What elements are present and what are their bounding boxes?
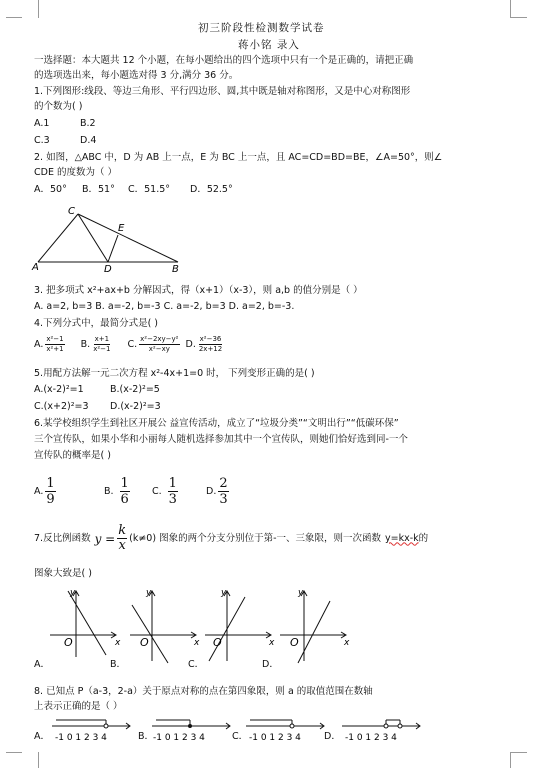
q7-graph-b xyxy=(128,585,203,665)
option-label: D. xyxy=(206,485,217,497)
q3-text: 3. 把多项式 x²+ax+b 分解因式，得（x+1）（x-3），则 a,b 的值分别是（ ） xyxy=(34,285,363,296)
numerator: x²−2xy−y² xyxy=(140,335,179,343)
q8-option-b: B． xyxy=(138,731,155,742)
origin-label: O xyxy=(290,636,299,649)
q2-option-d: D．52.5° xyxy=(190,184,233,195)
option-label: A. xyxy=(34,485,44,497)
q7-y-eq: y = xyxy=(94,531,116,546)
q2-text: 2. 如图，△ABC 中，D 为 AB 上一点，E 为 BC 上一点，且 AC=CD=BD=BE，∠A=50°，则∠ xyxy=(34,152,443,163)
y-axis-label: y xyxy=(70,588,76,598)
q7-pre: 7.反比例函数 xyxy=(34,532,91,544)
open-point xyxy=(290,724,294,728)
numerator: x+1 xyxy=(94,335,110,343)
section-intro-line: 一选择题：本大题共 12 个小题，在每小题给出的四个选项中只有一个是正确的，请把正确 xyxy=(34,55,414,66)
tick-labels: -1 0 1 2 3 4 xyxy=(249,733,301,743)
open-point xyxy=(104,724,108,728)
denominator: x²−1 xyxy=(93,345,111,353)
q1-option-b: B.2 xyxy=(80,118,96,129)
q2-option-a: A．50° xyxy=(34,184,67,195)
q7-text: 图象大致是( ) xyxy=(34,568,92,579)
numerator: 1 xyxy=(46,476,55,491)
q7-option-d: D． xyxy=(262,659,279,670)
q7-option-b: B． xyxy=(110,659,127,670)
q2-text: CDE 的度数为（ ） xyxy=(34,167,117,178)
q5-option-d: D.(x-2)²=3 xyxy=(110,401,161,412)
q1-text: 的个数为( ) xyxy=(34,101,83,112)
q7-tail: 的 xyxy=(418,532,429,544)
denominator: 3 xyxy=(168,492,177,507)
q5-option-b: B.(x-2)²=5 xyxy=(110,384,160,395)
x-axis-label: x xyxy=(115,638,121,648)
section-intro-line: 的选项选出来，每小题选对得 3 分,满分 36 分。 xyxy=(34,70,239,81)
q6-option-b xyxy=(104,476,132,507)
q4-options xyxy=(34,335,225,354)
q5-option-c: C.(x+2)²=3 xyxy=(34,401,89,412)
q7-fraction xyxy=(117,524,127,553)
q6-option-d-fraction xyxy=(218,476,228,507)
q6-option-b-fraction xyxy=(120,476,130,507)
open-point xyxy=(398,724,402,728)
q6-option-a xyxy=(34,476,58,507)
q4-option-b-fraction xyxy=(92,335,111,354)
q2-option-c: C．51.5° xyxy=(128,184,171,195)
triangle-figure xyxy=(30,202,190,274)
crop-mark xyxy=(22,0,39,18)
denominator: 6 xyxy=(120,492,129,507)
crop-mark xyxy=(510,0,527,18)
q6-option-a-fraction xyxy=(45,476,55,507)
tick-labels: -1 0 1 2 3 4 xyxy=(55,733,107,743)
q7-option-c: C． xyxy=(188,659,205,670)
q5-option-a: A.(x-2)²=1 xyxy=(34,384,84,395)
q7-wavy-expression: y=kx-k xyxy=(385,532,419,544)
q4-option-a-fraction xyxy=(45,335,64,354)
open-point xyxy=(384,724,388,728)
vertex-label: C xyxy=(68,206,75,217)
origin-label: O xyxy=(64,636,73,649)
page-title: 初三阶段性检测数学试卷 xyxy=(198,22,325,34)
q4-option-a-label: A. xyxy=(34,338,44,350)
q7-text xyxy=(34,524,428,553)
numerator: x²−1 xyxy=(46,335,64,343)
q8-option-a: A． xyxy=(34,731,50,742)
origin-label: O xyxy=(140,636,149,649)
q4-option-b-label: B. xyxy=(80,338,91,350)
y-axis-label: y xyxy=(221,588,227,598)
denominator: x xyxy=(118,538,126,553)
q8-text: 上表示正确的是（ ） xyxy=(34,701,123,712)
denominator: 2x+12 xyxy=(198,345,223,353)
q4-option-c-label: C. xyxy=(127,338,138,350)
option-label: C. xyxy=(152,485,162,497)
x-axis-label: x xyxy=(344,638,350,648)
q7-graph-c xyxy=(203,585,278,665)
crop-mark xyxy=(6,752,22,769)
q8-text: 8. 已知点 P（a-3，2-a）关于原点对称的点在第四象限，则 a 的取值范围在数轴 xyxy=(34,686,373,697)
y-axis-label: y xyxy=(298,588,304,598)
q3-options: A. a=2, b=3 B. a=-2, b=-3 C. a=-2, b=3 D. a=2, b=-3. xyxy=(34,301,295,312)
q7-post: (k≠0) 图象的两个分支分别位于第-一、三象限，则一次函数 xyxy=(129,532,381,544)
crop-mark xyxy=(511,17,527,34)
q6-option-d xyxy=(206,476,231,507)
closed-point xyxy=(188,724,192,728)
q7-graph-d xyxy=(278,585,353,665)
author-line: 蒋小铭 录入 xyxy=(238,39,300,51)
q8-numberline-c xyxy=(244,716,330,746)
denominator: x²−xy xyxy=(148,345,170,353)
q1-option-a: A.1 xyxy=(34,118,50,129)
q7-option-a: A． xyxy=(34,659,50,670)
option-label: B. xyxy=(104,485,114,497)
vertex-label: A xyxy=(32,262,39,273)
q8-numberline-d xyxy=(340,716,426,746)
numerator: x²−36 xyxy=(199,335,222,343)
q5-text: 5.用配方法解一元二次方程 x²-4x+1=0 时， 下列变形正确的是( ) xyxy=(34,368,315,379)
numerator: 1 xyxy=(168,476,177,491)
q6-text: 宣传队的概率是( ) xyxy=(34,450,111,461)
tick-labels: -1 0 1 2 3 4 xyxy=(345,733,397,743)
q8-option-c: C． xyxy=(232,731,249,742)
numerator: k xyxy=(118,523,127,538)
denominator: 9 xyxy=(46,492,55,507)
q7-graph-a xyxy=(48,585,123,665)
q6-option-c-fraction xyxy=(168,476,178,507)
x-axis-label: x xyxy=(194,638,200,648)
q8-option-d: D． xyxy=(324,731,341,742)
denominator: x²+1 xyxy=(46,345,64,353)
q4-option-d-label: D. xyxy=(185,338,196,350)
vertex-label: E xyxy=(118,223,125,234)
q6-option-c xyxy=(152,476,180,507)
vertex-label: D xyxy=(104,264,112,274)
vertex-label: B xyxy=(172,264,179,274)
q4-text: 4.下列分式中，最简分式是( ) xyxy=(34,318,158,329)
q4-option-c-fraction xyxy=(139,335,179,354)
crop-mark xyxy=(511,752,527,769)
q8-numberline-b xyxy=(150,716,236,746)
crop-mark xyxy=(22,752,39,768)
q1-text: 1.下列图形:线段、等边三角形、平行四边形、圆,其中既是轴对称图形，又是中心对称图形 xyxy=(34,86,411,97)
numerator: 2 xyxy=(219,476,228,491)
q6-text: 三个宣传队，如果小华和小丽每人随机选择参加其中一个宣传队，则她们恰好选到同-一个 xyxy=(34,434,408,445)
tick-labels: -1 0 1 2 3 4 xyxy=(153,733,205,743)
q1-option-c: C.3 xyxy=(34,135,50,146)
numerator: 1 xyxy=(120,476,129,491)
x-axis-label: x xyxy=(269,638,275,648)
y-axis-label: y xyxy=(146,588,152,598)
crop-mark xyxy=(6,17,22,34)
q6-text: 6.某学校组织学生到社区开展公 益宣传活动，成立了“垃圾分类”“文明出行”“低碳环保” xyxy=(34,418,399,429)
origin-label: O xyxy=(213,636,222,649)
q1-option-d: D.4 xyxy=(80,135,97,146)
denominator: 3 xyxy=(219,492,228,507)
q4-option-d-fraction xyxy=(198,335,223,354)
q2-option-b: B．51° xyxy=(82,184,115,195)
q8-numberline-a xyxy=(50,716,136,746)
